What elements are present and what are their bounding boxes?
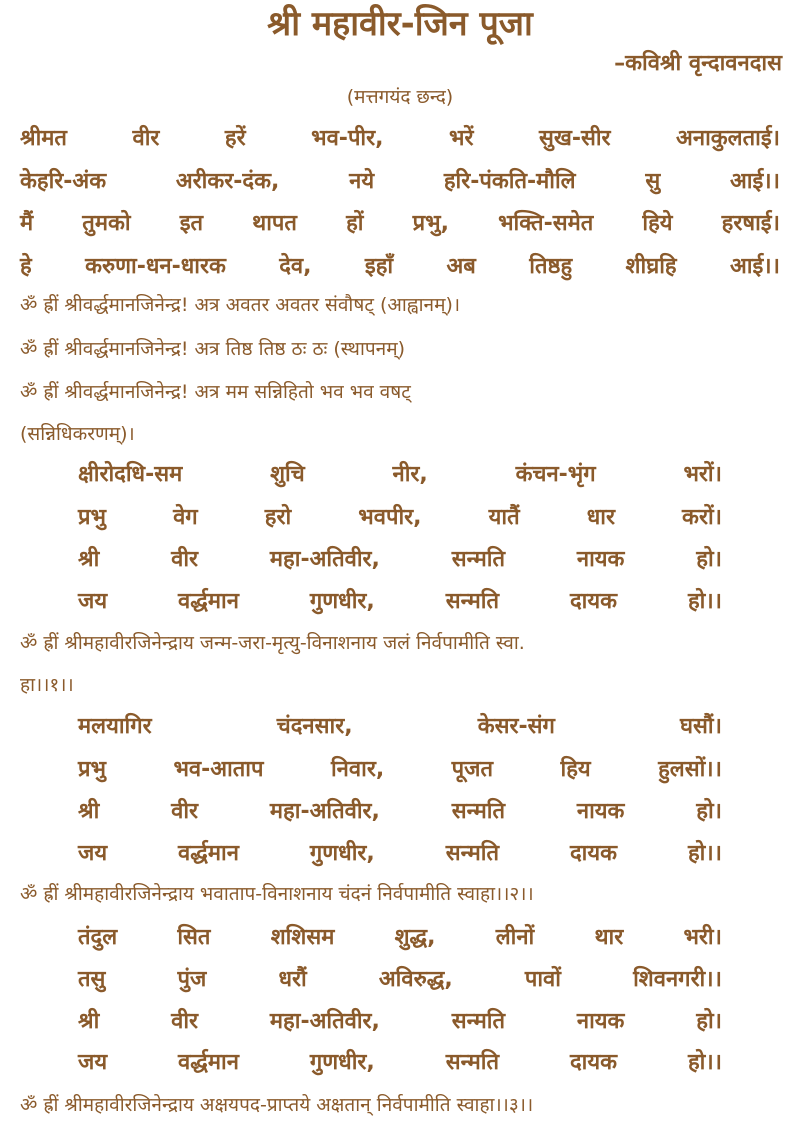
verse-word: हिय (560, 757, 591, 782)
verse-word: थापत (252, 211, 297, 236)
verse-word: शिवनगरी।। (633, 967, 722, 992)
verse-word: महा-अतिवीर, (269, 1009, 380, 1034)
verse-word: नायक (576, 799, 625, 824)
verse-word: महा-अतिवीर, (269, 799, 380, 824)
verse-word: वर्द्धमान (178, 841, 239, 866)
verse-word: श्री (78, 1009, 100, 1034)
jal-line-2 (78, 501, 722, 531)
verse-word: श्रीमत (20, 126, 67, 151)
verse-word: महा-अतिवीर, (269, 547, 380, 572)
verse-word: दायक (569, 589, 617, 614)
verse-word: वर्द्धमान (178, 589, 239, 614)
verse-word: तसु (78, 967, 106, 992)
verse-word: भरी। (683, 925, 722, 950)
verse-word: शुद्ध, (394, 925, 436, 950)
verse-word: शीघ्रहि (625, 254, 677, 279)
verse-word: सन्मति (445, 841, 499, 866)
verse-word: देव, (279, 254, 312, 279)
verse-word: प्रभु (78, 757, 106, 782)
verse-word: कंचन-भृंग (515, 462, 596, 487)
verse-word: दायक (569, 841, 617, 866)
verse-word: सन्मति (445, 589, 499, 614)
akshat-line-4 (78, 1046, 722, 1076)
avahanan-mantra: ॐ ह्रीं श्रीवर्द्धमानजिनेन्द्र! अत्र अवतर अवतर संवौषट् (आह्वानम्)। (20, 294, 461, 316)
verse-word: पूजत (451, 757, 494, 782)
page-title: श्री महावीर-जिन पूजा (267, 4, 533, 44)
jal-mantra: ॐ ह्रीं श्रीमहावीरजिनेन्द्राय जन्म-जरा-मृत्यु-विनाशनाय जलं निर्वपामीति स्वा. (20, 632, 525, 654)
sannidhi-mantra: ॐ ह्रीं श्रीवर्द्धमानजिनेन्द्र! अत्र मम सन्निहितो भव भव वषट् (20, 381, 411, 403)
verse-word: चंदनसार, (276, 714, 353, 739)
verse-word: हो।। (687, 841, 722, 866)
akshat-mantra: ॐ ह्रीं श्रीमहावीरजिनेन्द्राय अक्षयपद-प्राप्तये अक्षतान् निर्वपामीति स्वाहा।।३।। (20, 1094, 534, 1116)
verse-word: वीर (132, 126, 160, 151)
verse-word: सुख-सीर (538, 126, 611, 151)
verse-word: अनाकुलताई। (676, 126, 780, 151)
verse-word: जय (78, 841, 108, 866)
verse-word: तुमको (82, 211, 131, 236)
verse-word: भव-पीर, (311, 126, 384, 151)
sthapana-line-3 (20, 207, 780, 237)
jal-line-3 (78, 543, 722, 573)
verse-word: जय (78, 589, 108, 614)
verse-word: हे (20, 254, 32, 279)
verse-word: अरीकर-दंक, (175, 169, 280, 194)
verse-word: भक्ति-समेत (498, 211, 594, 236)
verse-word: आई।। (730, 169, 780, 194)
sthapan-mantra: ॐ ह्रीं श्रीवर्द्धमानजिनेन्द्र! अत्र तिष्ठ तिष्ठ ठः ठः (स्थापनम्) (20, 338, 405, 360)
verse-word: धरौं (278, 967, 307, 992)
verse-word: मलयागिर (78, 714, 152, 739)
verse-word: प्रभु (78, 505, 106, 530)
verse-word: सन्मति (451, 799, 506, 824)
verse-word: सु (645, 169, 661, 194)
verse-word: पुंज (177, 967, 207, 992)
chandan-line-4 (78, 837, 722, 867)
verse-word: हरि-पंकति-मौलि (443, 169, 576, 194)
jal-line-4 (78, 585, 722, 615)
chandan-line-1 (78, 710, 722, 740)
verse-word: सन्मति (451, 547, 506, 572)
verse-word: भव-आताप (173, 757, 264, 782)
sannidhi-mantra-end: (सन्निधिकरणम्)। (20, 423, 135, 445)
jal-line-1 (78, 458, 722, 488)
verse-word: भरें (449, 126, 474, 151)
verse-word: केहरि-अंक (20, 169, 107, 194)
verse-word: श्री (78, 799, 100, 824)
verse-word: हो। (696, 547, 722, 572)
verse-word: हो।। (687, 1050, 722, 1075)
verse-word: धार (586, 505, 615, 530)
verse-word: जय (78, 1050, 108, 1075)
verse-word: पावों (524, 967, 561, 992)
verse-word: नायक (576, 1009, 625, 1034)
verse-word: इहाँ (364, 254, 394, 279)
verse-word: श्री (78, 547, 100, 572)
verse-word: इत (179, 211, 204, 236)
verse-word: दायक (569, 1050, 617, 1075)
verse-word: गुणधीर, (309, 589, 375, 614)
verse-word: भवपीर, (358, 505, 422, 530)
verse-word: नीर, (392, 462, 428, 487)
verse-word: हिये (642, 211, 673, 236)
verse-word: अविरुद्ध, (378, 967, 453, 992)
verse-word: हो। (696, 1009, 722, 1034)
chandan-mantra: ॐ ह्रीं श्रीमहावीरजिनेन्द्राय भवाताप-विनाशनाय चंदनं निर्वपामीति स्वाहा।।२।। (20, 883, 534, 905)
chandan-line-2 (78, 753, 722, 783)
verse-word: शशिसम (270, 925, 335, 950)
verse-word: निवार, (330, 757, 385, 782)
verse-word: तिष्ठहु (529, 254, 573, 279)
verse-word: हरो (264, 505, 292, 530)
verse-word: हो। (696, 799, 722, 824)
jal-mantra-end: हा।।१।। (20, 674, 74, 696)
verse-word: हो।। (687, 589, 722, 614)
verse-word: हों (346, 211, 364, 236)
verse-word: करुणा-धन-धारक (85, 254, 226, 279)
verse-word: भरों। (683, 462, 722, 487)
verse-word: लीनों (495, 925, 535, 950)
verse-word: हरें (224, 126, 246, 151)
akshat-line-3 (78, 1005, 722, 1035)
sthapana-line-2 (20, 165, 780, 195)
verse-word: हुलसों।। (658, 757, 722, 782)
verse-word: तंदुल (78, 925, 118, 950)
chandan-line-3 (78, 795, 722, 825)
verse-word: सन्मति (445, 1050, 499, 1075)
verse-word: गुणधीर, (309, 841, 375, 866)
sthapana-line-1 (20, 122, 780, 152)
author-credit: –कविश्री वृन्दावनदास (614, 51, 782, 76)
verse-word: थार (594, 925, 624, 950)
verse-word: वीर (171, 799, 199, 824)
verse-word: वीर (171, 1009, 199, 1034)
akshat-line-2 (78, 963, 722, 993)
verse-word: सन्मति (451, 1009, 506, 1034)
verse-word: केसर-संग (477, 714, 555, 739)
verse-word: नये (349, 169, 375, 194)
verse-word: यातैं (488, 505, 520, 530)
verse-word: शुचि (270, 462, 305, 487)
verse-word: आई।। (729, 254, 780, 279)
verse-word: मैं (20, 211, 34, 236)
verse-word: घसौं। (680, 714, 722, 739)
verse-word: वीर (171, 547, 199, 572)
verse-word: क्षीरोदधि-सम (78, 462, 183, 487)
akshat-line-1 (78, 921, 722, 951)
meter-label: (मत्तगयंद छन्द) (346, 86, 454, 108)
verse-word: सित (177, 925, 211, 950)
verse-word: हरषाई। (721, 211, 780, 236)
verse-word: अब (446, 254, 476, 279)
verse-word: प्रभु, (412, 211, 449, 236)
verse-word: नायक (576, 547, 625, 572)
verse-word: गुणधीर, (309, 1050, 375, 1075)
verse-word: करों। (682, 505, 722, 530)
sthapana-line-4 (20, 250, 780, 280)
verse-word: वर्द्धमान (178, 1050, 239, 1075)
verse-word: वेग (173, 505, 198, 530)
